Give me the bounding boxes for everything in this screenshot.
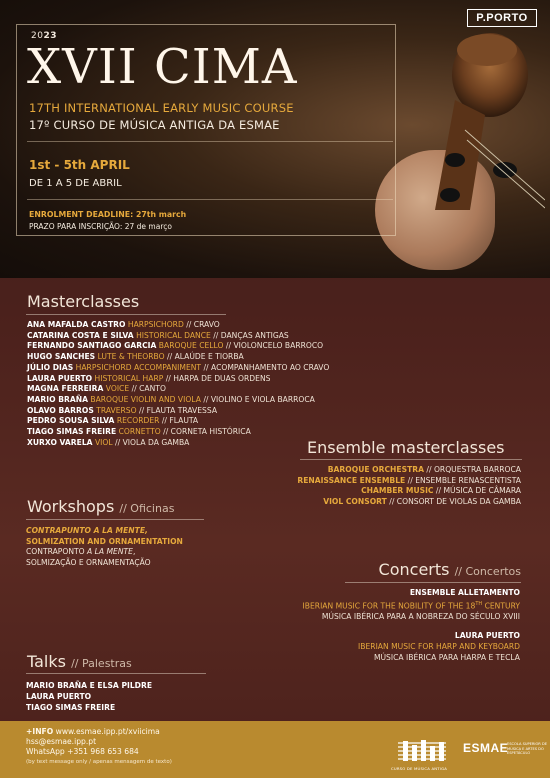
ensemble-en: CHAMBER MUSIC [361, 486, 434, 496]
masterclasses-list [27, 320, 329, 448]
teacher-name: XURXO VARELA [27, 437, 93, 447]
ensemble-pt: ORQUESTRA BARROCA [433, 465, 521, 474]
masterclasses-heading: Masterclasses [27, 292, 140, 311]
teacher-name: JÚLIO DIAS [27, 362, 74, 372]
email-link[interactable]: hss@esmae.ipp.pt [26, 737, 97, 746]
whatsapp-note: (by text message only / apenas mensagem de texto) [26, 759, 172, 765]
teacher-name: PEDRO SOUSA SILVA [27, 416, 115, 426]
divider [26, 314, 226, 315]
masterclass-item: OLAVO BARROS TRAVERSO // FLAUTA TRAVESSA [27, 405, 218, 415]
talks-heading: Talks // Palestras [27, 652, 132, 671]
footer [0, 721, 550, 778]
contact-info: +INFO www.esmae.ipp.pt/xviicima hss@esmae.ipp.pt WhatsApp +351 968 653 684 (by text message only / apenas mensagem de texto) [26, 727, 172, 765]
instrument-pt: CORNETA HISTÓRICA [170, 427, 251, 437]
dates-en: 1st - 5th APRIL [29, 158, 130, 172]
enrolment-deadline-en: ENROLMENT DEADLINE: 27th march [29, 210, 187, 219]
instrument-pt: CRAVO [193, 320, 220, 329]
masterclass-item: MARIO BRAÑA BAROQUE VIOLIN AND VIOLA // VIOLINO E VIOLA BARROCA [27, 394, 315, 404]
instrument-en: TRAVERSO [96, 405, 137, 415]
esmae-logo-caption: ESCOLA SUPERIOR DE MÚSICA E ARTES DO ESPETÁCULO [507, 742, 547, 756]
page-title: XVII CIMA [27, 39, 298, 95]
masterclass-item: FERNANDO SANTIAGO GARCIA BAROQUE CELLO // VIOLONCELO BARROCO [27, 341, 324, 351]
divider [27, 199, 393, 200]
talk-speaker: TIAGO SIMAS FREIRE [26, 703, 116, 712]
concert-item: LAURA PUERTO IBERIAN MUSIC FOR HARP AND KEYBOARD MÚSICA IBÉRICA PARA HARPA E TECLA [358, 631, 520, 662]
instrument-en: VOICE [105, 384, 130, 394]
instrument-en: CORNETTO [118, 427, 161, 437]
teacher-name: TIAGO SIMAS FREIRE [27, 427, 117, 437]
ensemble-pt: CONSORT DE VIOLAS DA GAMBA [396, 497, 521, 507]
viol-scroll-image [395, 20, 545, 210]
esmae-logo: ESMAE [463, 741, 509, 755]
masterclass-item: TIAGO SIMAS FREIRE CORNETTO // CORNETA HISTÓRICA [27, 427, 251, 437]
masterclass-item: LAURA PUERTO HISTORICAL HARP // HARPA DE DUAS ORDENS [27, 373, 271, 383]
subtitle-pt: 17º CURSO DE MÚSICA ANTIGA DA ESMAE [29, 118, 280, 132]
masterclass-item: HUGO SANCHES LUTE & THEORBO // ALAÚDE E TIORBA [27, 352, 244, 362]
instrument-pt: HARPA DE DUAS ORDENS [173, 373, 271, 383]
instrument-en: LUTE & THEORBO [97, 352, 165, 362]
ensemble-item: CHAMBER MUSIC // MÚSICA DE CÂMARA [361, 486, 521, 496]
instrument-pt: ALAÚDE E TIORBA [174, 352, 244, 362]
instrument-pt: ACOMPANHAMENTO AO CRAVO [211, 362, 330, 372]
instrument-pt: DANÇAS ANTIGAS [220, 330, 289, 340]
p-porto-logo: P.PORTO [467, 9, 537, 27]
ensemble-heading: Ensemble masterclasses [307, 438, 505, 457]
ensemble-en: VIOL CONSORT [323, 497, 387, 507]
masterclass-item: PEDRO SOUSA SILVA RECORDER // FLAUTA [27, 416, 199, 426]
teacher-name: HUGO SANCHES [27, 352, 96, 362]
divider [26, 673, 206, 674]
concerts-heading: Concerts // Concertos [378, 560, 521, 579]
enrolment-deadline-pt: PRAZO PARA INSCRIÇÃO: 27 de março [29, 222, 172, 231]
ensemble-pt: ENSEMBLE RENASCENTISTA [415, 475, 521, 485]
instrument-en: HISTORICAL HARP [94, 373, 164, 383]
divider [26, 519, 204, 520]
cima-logo-icon [396, 737, 448, 767]
workshop-line-pt: SOLMIZAÇÃO E ORNAMENTAÇÃO [26, 557, 151, 567]
divider [27, 141, 393, 142]
ensemble-item: RENAISSANCE ENSEMBLE // ENSEMBLE RENASCENTISTA [297, 475, 521, 485]
instrument-en: HARPSICHORD [127, 320, 184, 329]
talk-speaker: LAURA PUERTO [26, 692, 92, 701]
ensemble-item: BAROQUE ORCHESTRA // ORQUESTRA BARROCA [327, 465, 521, 474]
talks-list [26, 680, 152, 713]
instrument-en: VIOL [94, 437, 113, 447]
website-link[interactable]: www.esmae.ipp.pt/xviicima [55, 727, 160, 736]
talk-speaker: MARIO BRAÑA E ELSA PILDRE [26, 681, 153, 690]
instrument-en: HISTORICAL DANCE [136, 330, 211, 340]
hero-photo [0, 0, 550, 278]
instrument-pt: VIOLONCELO BARROCO [233, 341, 324, 351]
masterclass-item: CATARINA COSTA E SILVA HISTORICAL DANCE // DANÇAS ANTIGAS [27, 330, 289, 340]
instrument-en: RECORDER [116, 416, 160, 426]
teacher-name: OLAVO BARROS [27, 405, 94, 415]
masterclass-item: XURXO VARELA VIOL // VIOLA DA GAMBA [27, 437, 190, 447]
year: 2023 [31, 31, 57, 41]
ensemble-pt: MÚSICA DE CÂMARA [443, 486, 521, 496]
instrument-pt: VIOLINO E VIOLA BARROCA [210, 394, 315, 404]
teacher-name: FERNANDO SANTIAGO GARCIA [27, 341, 157, 351]
instrument-en: BAROQUE CELLO [158, 341, 224, 351]
cima-logo-caption: CURSO DE MÚSICA ANTIGA [391, 766, 448, 771]
divider [345, 582, 521, 583]
teacher-name: LAURA PUERTO [27, 373, 93, 383]
teacher-name: MARIO BRAÑA [27, 394, 88, 404]
ensemble-en: BAROQUE ORCHESTRA [327, 465, 424, 474]
teacher-name: CATARINA COSTA E SILVA [27, 330, 134, 340]
instrument-en: HARPSICHORD ACCOMPANIMENT [75, 362, 202, 372]
dates-pt: DE 1 A 5 DE ABRIL [29, 178, 122, 189]
divider [300, 459, 522, 460]
masterclass-item: JÚLIO DIAS HARPSICHORD ACCOMPANIMENT // ACOMPANHAMENTO AO CRAVO [27, 362, 330, 372]
whatsapp-number: WhatsApp +351 968 653 684 [26, 747, 139, 756]
masterclass-item: MAGNA FERREIRA VOICE // CANTO [27, 384, 166, 394]
instrument-en: BAROQUE VIOLIN AND VIOLA [90, 394, 201, 404]
subtitle-en: 17TH INTERNATIONAL EARLY MUSIC COURSE [29, 101, 294, 115]
teacher-name: MAGNA FERREIRA [27, 384, 104, 394]
workshop-line: CONTRAPUNTO A LA MENTE, [26, 526, 148, 535]
workshops-heading: Workshops // Oficinas [27, 497, 175, 516]
title-box [16, 24, 396, 236]
ensemble-list [297, 465, 521, 508]
instrument-pt: CANTO [139, 384, 166, 394]
instrument-pt: FLAUTA [169, 416, 199, 426]
workshop-line: SOLMIZATION AND ORNAMENTATION [26, 536, 183, 546]
instrument-pt: FLAUTA TRAVESSA [146, 405, 218, 415]
masterclass-item: ANA MAFALDA CASTRO HARPSICHORD // CRAVO [27, 320, 220, 329]
workshop-line-pt: CONTRAPONTO A LA MENTE, [26, 547, 136, 557]
instrument-pt: VIOLA DA GAMBA [122, 437, 190, 447]
concert-item: ENSEMBLE ALLETAMENTO IBERIAN MUSIC FOR THE NOBILITY OF THE 18TH CENTURY MÚSICA IBÉRICA PARA A NOBREZA DO SÉCULO XVIII [302, 588, 520, 622]
ensemble-item: VIOL CONSORT // CONSORT DE VIOLAS DA GAMBA [323, 497, 521, 507]
ensemble-en: RENAISSANCE ENSEMBLE [297, 475, 406, 485]
teacher-name: ANA MAFALDA CASTRO [27, 320, 126, 329]
workshops-list [26, 526, 183, 568]
